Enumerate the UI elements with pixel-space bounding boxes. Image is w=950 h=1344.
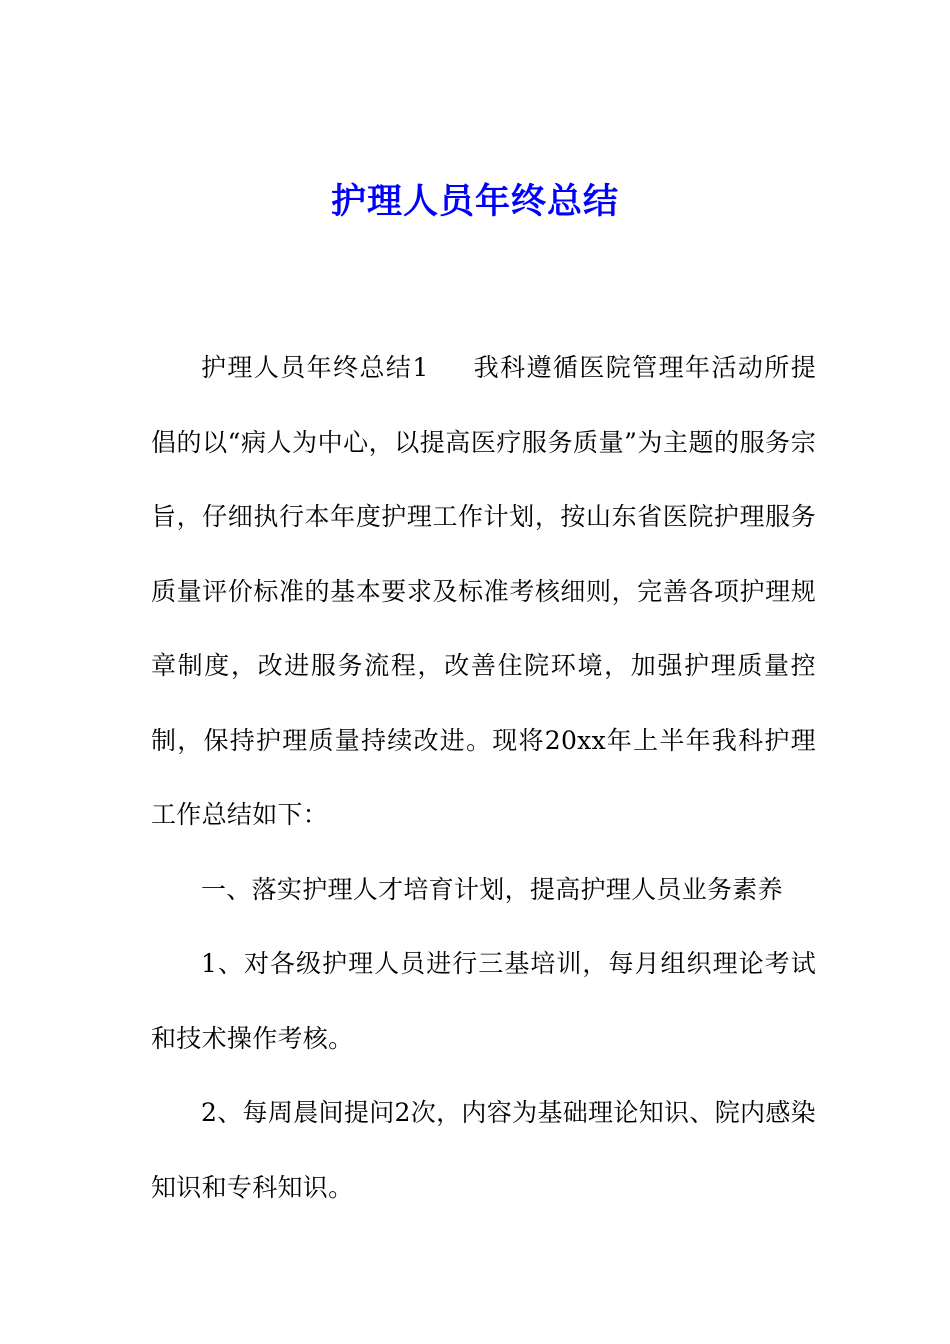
intro-paragraph (151, 331, 816, 853)
paragraph-item-2: 2、每周晨间提问2次，内容为基础理论知识、院内感染知识和专科知识。 (151, 1098, 816, 1202)
intro-label: 护理人员年终总结1 (201, 353, 429, 382)
document-title: 护理人员年终总结 (330, 181, 619, 222)
paragraph-item-1: 1、对各级护理人员进行三基培训，每月组织理论考试和技术操作考核。 (151, 949, 816, 1053)
intro-text: 我科遵循医院管理年活动所提倡的以“病人为中心，以提高医疗服务质量”为主题的服务宗旨，仔细执行本年度护理工作计划，按山东省医院护理服务质量评价标准的基本要求及标准考核细则，完善各项护理规章制度，改进服务流程，改善住院环境，加强护理质量控制，保持护理质量持续改进。现将20xx年上半年我科护理工作总结如下： (151, 353, 817, 829)
document-body (151, 331, 816, 1225)
section-heading-1: 一、落实护理人才培育计划，提高护理人员业务素养 (201, 874, 783, 904)
